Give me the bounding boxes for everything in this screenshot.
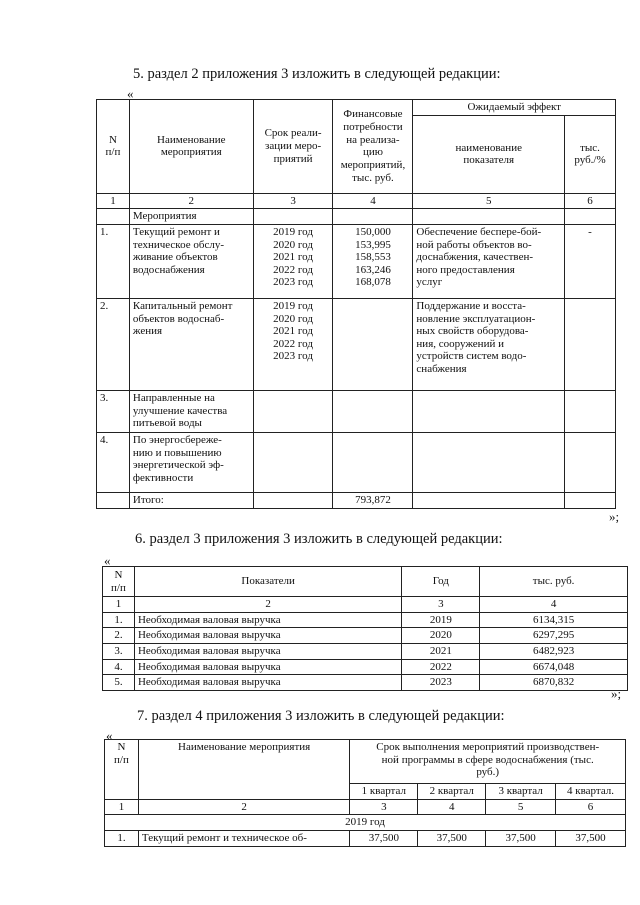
header-name: Наименование мероприятия bbox=[129, 100, 253, 194]
year-label: 2019 год bbox=[105, 815, 626, 831]
row-q1: 37,500 bbox=[350, 830, 418, 846]
col-number: 4 bbox=[480, 597, 628, 613]
header-q3: 3 квартал bbox=[486, 784, 556, 800]
section7-heading: 7. раздел 4 приложения 3 изложить в следующей редакции: bbox=[137, 708, 505, 724]
table-row bbox=[97, 432, 616, 492]
section5-close-quote: »; bbox=[609, 509, 620, 524]
row-years bbox=[253, 390, 333, 432]
row-num: 1. bbox=[97, 224, 130, 298]
group-label: Мероприятия bbox=[129, 209, 253, 225]
section6-close-quote: »; bbox=[611, 686, 622, 701]
row-values bbox=[333, 432, 413, 492]
empty-cell bbox=[253, 209, 333, 225]
col-number: 2 bbox=[134, 597, 401, 613]
header-unit: тыс. руб./% bbox=[565, 115, 616, 193]
row-num: 2. bbox=[97, 298, 130, 390]
row-unit bbox=[565, 298, 616, 390]
col-number: 3 bbox=[253, 193, 333, 209]
row-year: 2019 bbox=[402, 612, 480, 628]
row-year: 2022 bbox=[402, 659, 480, 675]
col-number: 2 bbox=[129, 193, 253, 209]
section5-table bbox=[96, 99, 616, 509]
row-num: 4. bbox=[103, 659, 135, 675]
empty-cell bbox=[253, 492, 333, 508]
section7-table bbox=[104, 739, 626, 847]
total-value: 793,872 bbox=[333, 492, 413, 508]
row-effect: Поддержание и восста- новление эксплуатацион- ных свойств оборудова- ния, сооружений и устройств систем водо- снабжения bbox=[413, 298, 565, 390]
row-year: 2020 bbox=[402, 628, 480, 644]
col-number: 3 bbox=[402, 597, 480, 613]
row-name: Капитальный ремонт объектов водоснаб- жения bbox=[129, 298, 253, 390]
row-years: 2019 год 2020 год 2021 год 2022 год 2023 год bbox=[253, 298, 333, 390]
row-amount: 6870,832 bbox=[480, 675, 628, 691]
header-indicator: наименование показателя bbox=[413, 115, 565, 193]
table-row bbox=[103, 628, 628, 644]
col-number: 4 bbox=[418, 799, 486, 815]
header-finance: Финансовые потребности на реализа- цию мероприятий, тыс. руб. bbox=[333, 100, 413, 194]
row-num: 4. bbox=[97, 432, 130, 492]
empty-cell bbox=[413, 209, 565, 225]
row-name: Текущий ремонт и техническое об- bbox=[138, 830, 349, 846]
row-amount: 6482,923 bbox=[480, 643, 628, 659]
section6-heading: 6. раздел 3 приложения 3 изложить в следующей редакции: bbox=[135, 531, 503, 547]
row-indicator: Необходимая валовая выручка bbox=[134, 675, 401, 691]
empty-cell bbox=[97, 492, 130, 508]
header-effect: Ожидаемый эффект bbox=[413, 100, 616, 116]
empty-cell bbox=[333, 209, 413, 225]
col-number: 5 bbox=[413, 193, 565, 209]
empty-cell bbox=[565, 209, 616, 225]
col-number: 6 bbox=[556, 799, 626, 815]
col-number: 6 bbox=[565, 193, 616, 209]
header-name: Наименование мероприятия bbox=[138, 740, 349, 800]
table-row bbox=[103, 659, 628, 675]
section6-table bbox=[102, 566, 628, 691]
header-amount: тыс. руб. bbox=[480, 567, 628, 597]
section7-open-quote: « bbox=[106, 728, 113, 743]
header-term: Срок выполнения мероприятий производствен- ной программы в сфере водоснабжения (тыс. руб.) bbox=[350, 740, 626, 784]
row-effect: Обеспечение беспере-бой- ной работы объектов во- доснабжения, качествен- ного предоставления услуг bbox=[413, 224, 565, 298]
table-row bbox=[103, 643, 628, 659]
table-row bbox=[97, 390, 616, 432]
row-values bbox=[333, 390, 413, 432]
row-year: 2021 bbox=[402, 643, 480, 659]
header-indicator: Показатели bbox=[134, 567, 401, 597]
row-years bbox=[253, 432, 333, 492]
table-row bbox=[105, 830, 626, 846]
total-label: Итого: bbox=[129, 492, 253, 508]
row-name: По энергосбереже- нию и повышению энергетической эф- фективности bbox=[129, 432, 253, 492]
row-effect bbox=[413, 432, 565, 492]
table-row bbox=[103, 675, 628, 691]
col-number: 1 bbox=[103, 597, 135, 613]
row-indicator: Необходимая валовая выручка bbox=[134, 643, 401, 659]
row-name: Текущий ремонт и техническое обслу- живание объектов водоснабжения bbox=[129, 224, 253, 298]
row-unit: - bbox=[565, 224, 616, 298]
row-num: 2. bbox=[103, 628, 135, 644]
row-indicator: Необходимая валовая выручка bbox=[134, 659, 401, 675]
header-num: N п/п bbox=[97, 100, 130, 194]
row-indicator: Необходимая валовая выручка bbox=[134, 612, 401, 628]
row-amount: 6134,315 bbox=[480, 612, 628, 628]
row-q3: 37,500 bbox=[486, 830, 556, 846]
row-num: 1. bbox=[103, 612, 135, 628]
row-unit bbox=[565, 390, 616, 432]
col-number: 2 bbox=[138, 799, 349, 815]
row-unit bbox=[565, 432, 616, 492]
table-row bbox=[97, 224, 616, 298]
row-num: 3. bbox=[103, 643, 135, 659]
table-row bbox=[97, 298, 616, 390]
row-num: 5. bbox=[103, 675, 135, 691]
row-q2: 37,500 bbox=[418, 830, 486, 846]
header-num: N п/п bbox=[105, 740, 139, 800]
header-q2: 2 квартал bbox=[418, 784, 486, 800]
row-amount: 6674,048 bbox=[480, 659, 628, 675]
table-row bbox=[103, 612, 628, 628]
row-indicator: Необходимая валовая выручка bbox=[134, 628, 401, 644]
row-num: 3. bbox=[97, 390, 130, 432]
col-number: 1 bbox=[97, 193, 130, 209]
empty-cell bbox=[97, 209, 130, 225]
row-num: 1. bbox=[105, 830, 139, 846]
section5-open-quote: « bbox=[127, 86, 134, 101]
header-year: Год bbox=[402, 567, 480, 597]
empty-cell bbox=[413, 492, 565, 508]
empty-cell bbox=[565, 492, 616, 508]
row-values bbox=[333, 298, 413, 390]
row-effect bbox=[413, 390, 565, 432]
header-term: Срок реали- зации меро- приятий bbox=[253, 100, 333, 194]
row-years: 2019 год 2020 год 2021 год 2022 год 2023 год bbox=[253, 224, 333, 298]
total-row bbox=[97, 492, 616, 508]
header-q4: 4 квартал. bbox=[556, 784, 626, 800]
row-q4: 37,500 bbox=[556, 830, 626, 846]
row-values: 150,000 153,995 158,553 163,246 168,078 bbox=[333, 224, 413, 298]
row-year: 2023 bbox=[402, 675, 480, 691]
col-number: 5 bbox=[486, 799, 556, 815]
header-q1: 1 квартал bbox=[350, 784, 418, 800]
col-number: 3 bbox=[350, 799, 418, 815]
row-name: Направленные на улучшение качества питьевой воды bbox=[129, 390, 253, 432]
section5-heading: 5. раздел 2 приложения 3 изложить в следующей редакции: bbox=[133, 66, 501, 82]
col-number: 4 bbox=[333, 193, 413, 209]
section6-open-quote: « bbox=[104, 553, 111, 568]
col-number: 1 bbox=[105, 799, 139, 815]
header-num: N п/п bbox=[103, 567, 135, 597]
row-amount: 6297,295 bbox=[480, 628, 628, 644]
